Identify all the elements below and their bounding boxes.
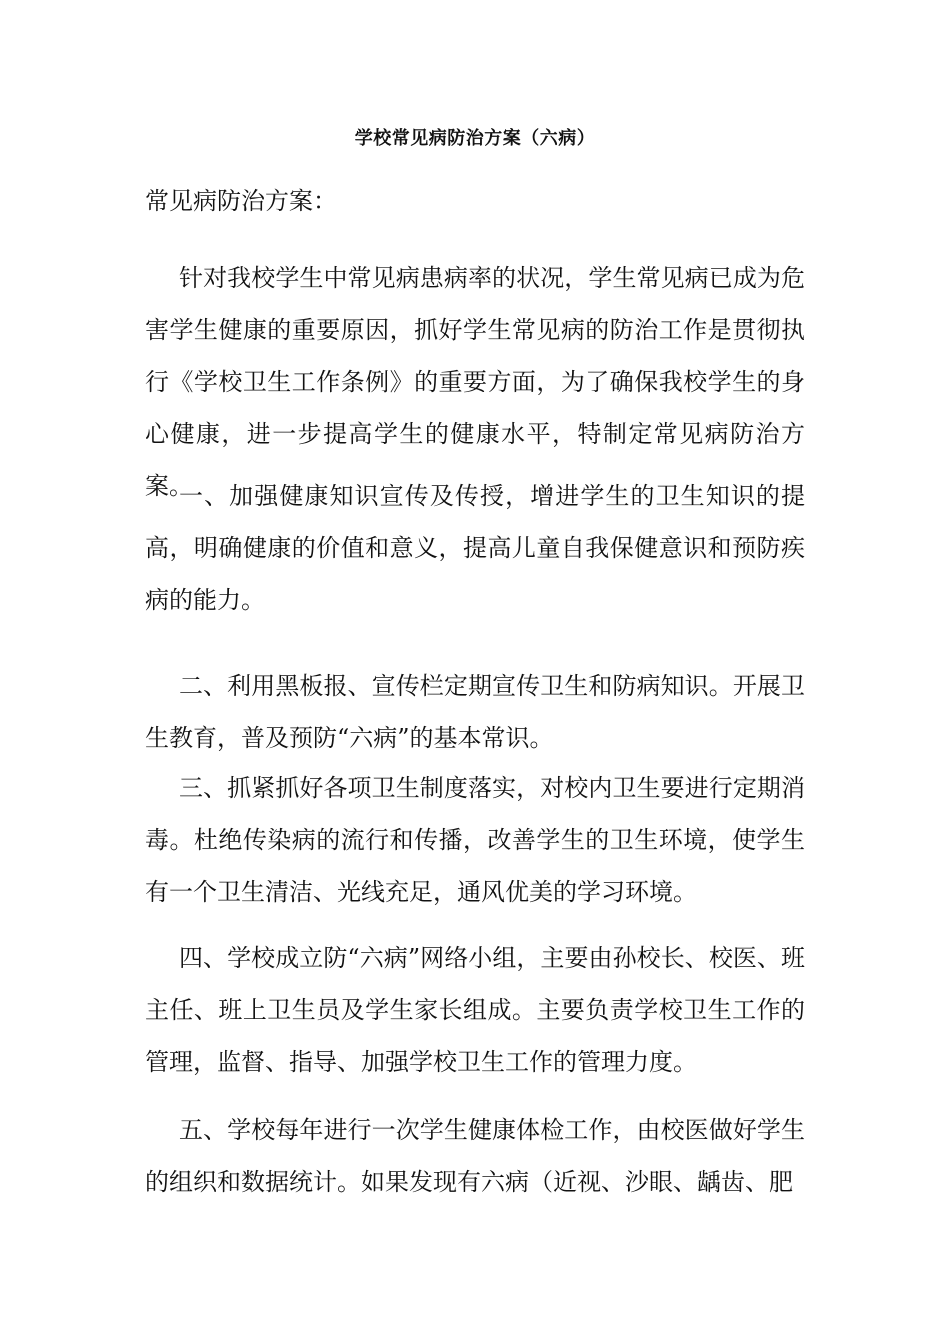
section-heading: 常见病防治方案： bbox=[145, 187, 337, 215]
paragraph-item-4: 四、学校成立防“六病”网络小组，主要由孙校长、校医、班主任、班上卫生员及学生家长组成。主要负责学校卫生工作的管理，监督、指导、加强学校卫生工作的管理力度。 bbox=[145, 944, 805, 1076]
paragraph-item-2: 二、利用黑板报、宣传栏定期宣传卫生和防病知识。开展卫生教育，普及预防“六病”的基本常识。 bbox=[145, 672, 805, 752]
document-title: 学校常见病防治方案（六病） bbox=[354, 128, 596, 149]
paragraph-intro: 针对我校学生中常见病患病率的状况，学生常见病已成为危害学生健康的重要原因，抓好学生常见病的防治工作是贯彻执行《学校卫生工作条例》的重要方面，为了确保我校学生的身心健康，进一步提高学生的健康水平，特制定常见病防治方案。 bbox=[145, 264, 805, 500]
paragraph-item-1: 一、加强健康知识宣传及传授，增进学生的卫生知识的提高，明确健康的价值和意义，提高儿童自我保健意识和预防疾病的能力。 bbox=[145, 482, 805, 614]
paragraph-item-3: 三、抓紧抓好各项卫生制度落实，对校内卫生要进行定期消毒。杜绝传染病的流行和传播，改善学生的卫生环境，使学生有一个卫生清洁、光线充足，通风优美的学习环境。 bbox=[145, 774, 805, 906]
paragraph-item-5: 五、学校每年进行一次学生健康体检工作，由校医做好学生的组织和数据统计。如果发现有六病（近视、沙眼、龋齿、肥 bbox=[145, 1116, 805, 1196]
